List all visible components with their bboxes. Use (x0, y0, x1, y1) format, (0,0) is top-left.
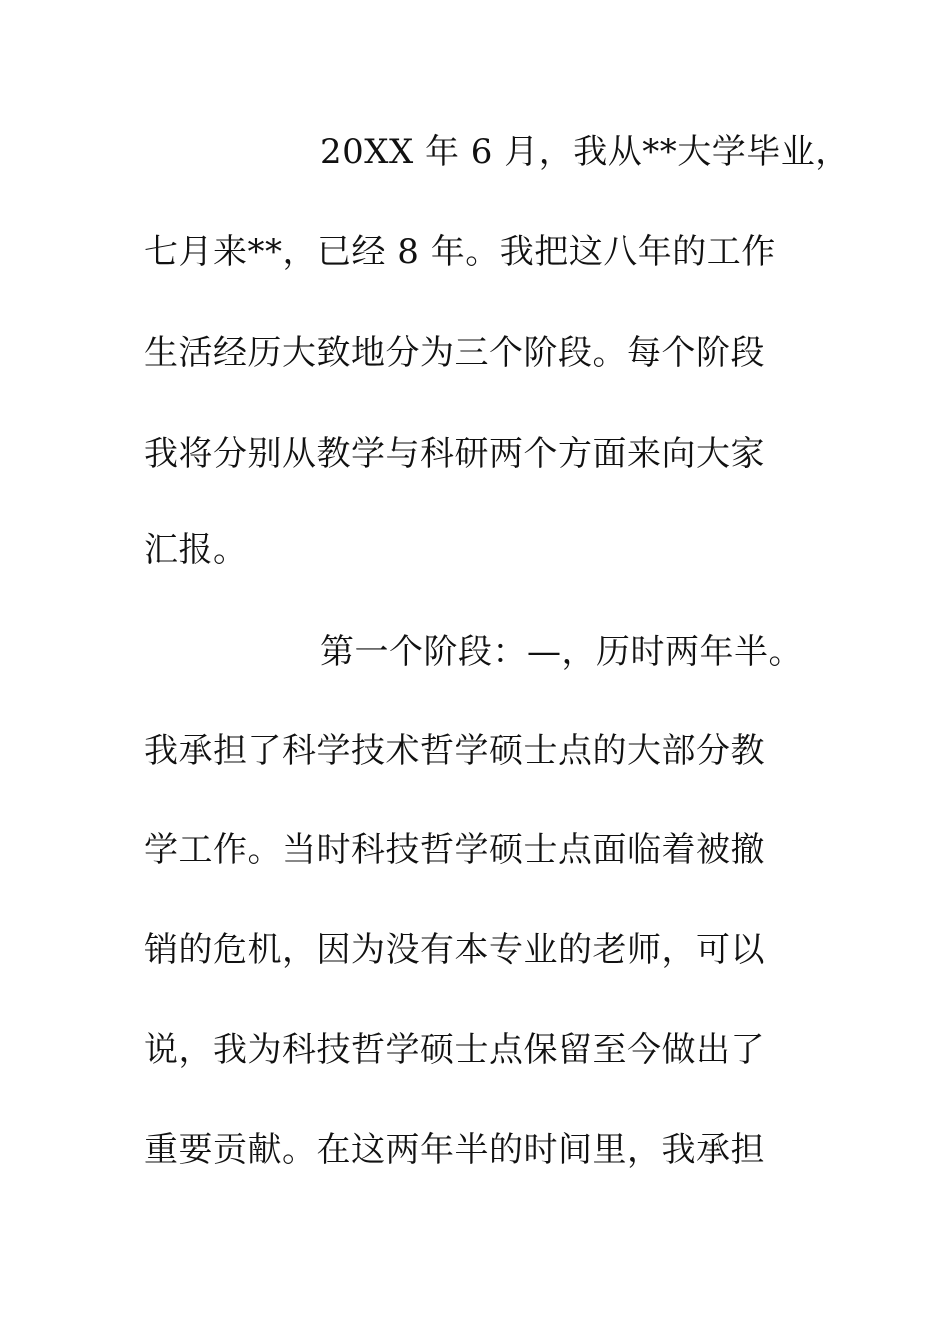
paragraph-2-line-5: 说，我为科技哲学硕士点保留至今做出了 (144, 1030, 765, 1070)
paragraph-2-line-4: 销的危机，因为没有本专业的老师，可以 (144, 930, 765, 970)
paragraph-2-line-6: 重要贡献。在这两年半的时间里，我承担 (144, 1130, 765, 1170)
paragraph-2-line-3: 学工作。当时科技哲学硕士点面临着被撤 (144, 830, 765, 870)
paragraph-2-line-1: 第一个阶段：—，历时两年半。 (320, 632, 803, 672)
paragraph-1-line-1: 20XX 年 6 月，我从**大学毕业， (320, 132, 850, 172)
paragraph-1-line-3: 生活经历大致地分为三个阶段。每个阶段 (144, 333, 765, 373)
paragraph-1-line-4: 我将分别从教学与科研两个方面来向大家 (144, 434, 765, 474)
paragraph-2-line-2: 我承担了科学技术哲学硕士点的大部分教 (144, 731, 765, 771)
paragraph-1-line-5: 汇报。 (144, 530, 248, 570)
paragraph-1-line-2: 七月来**，已经 8 年。我把这八年的工作 (144, 232, 776, 272)
